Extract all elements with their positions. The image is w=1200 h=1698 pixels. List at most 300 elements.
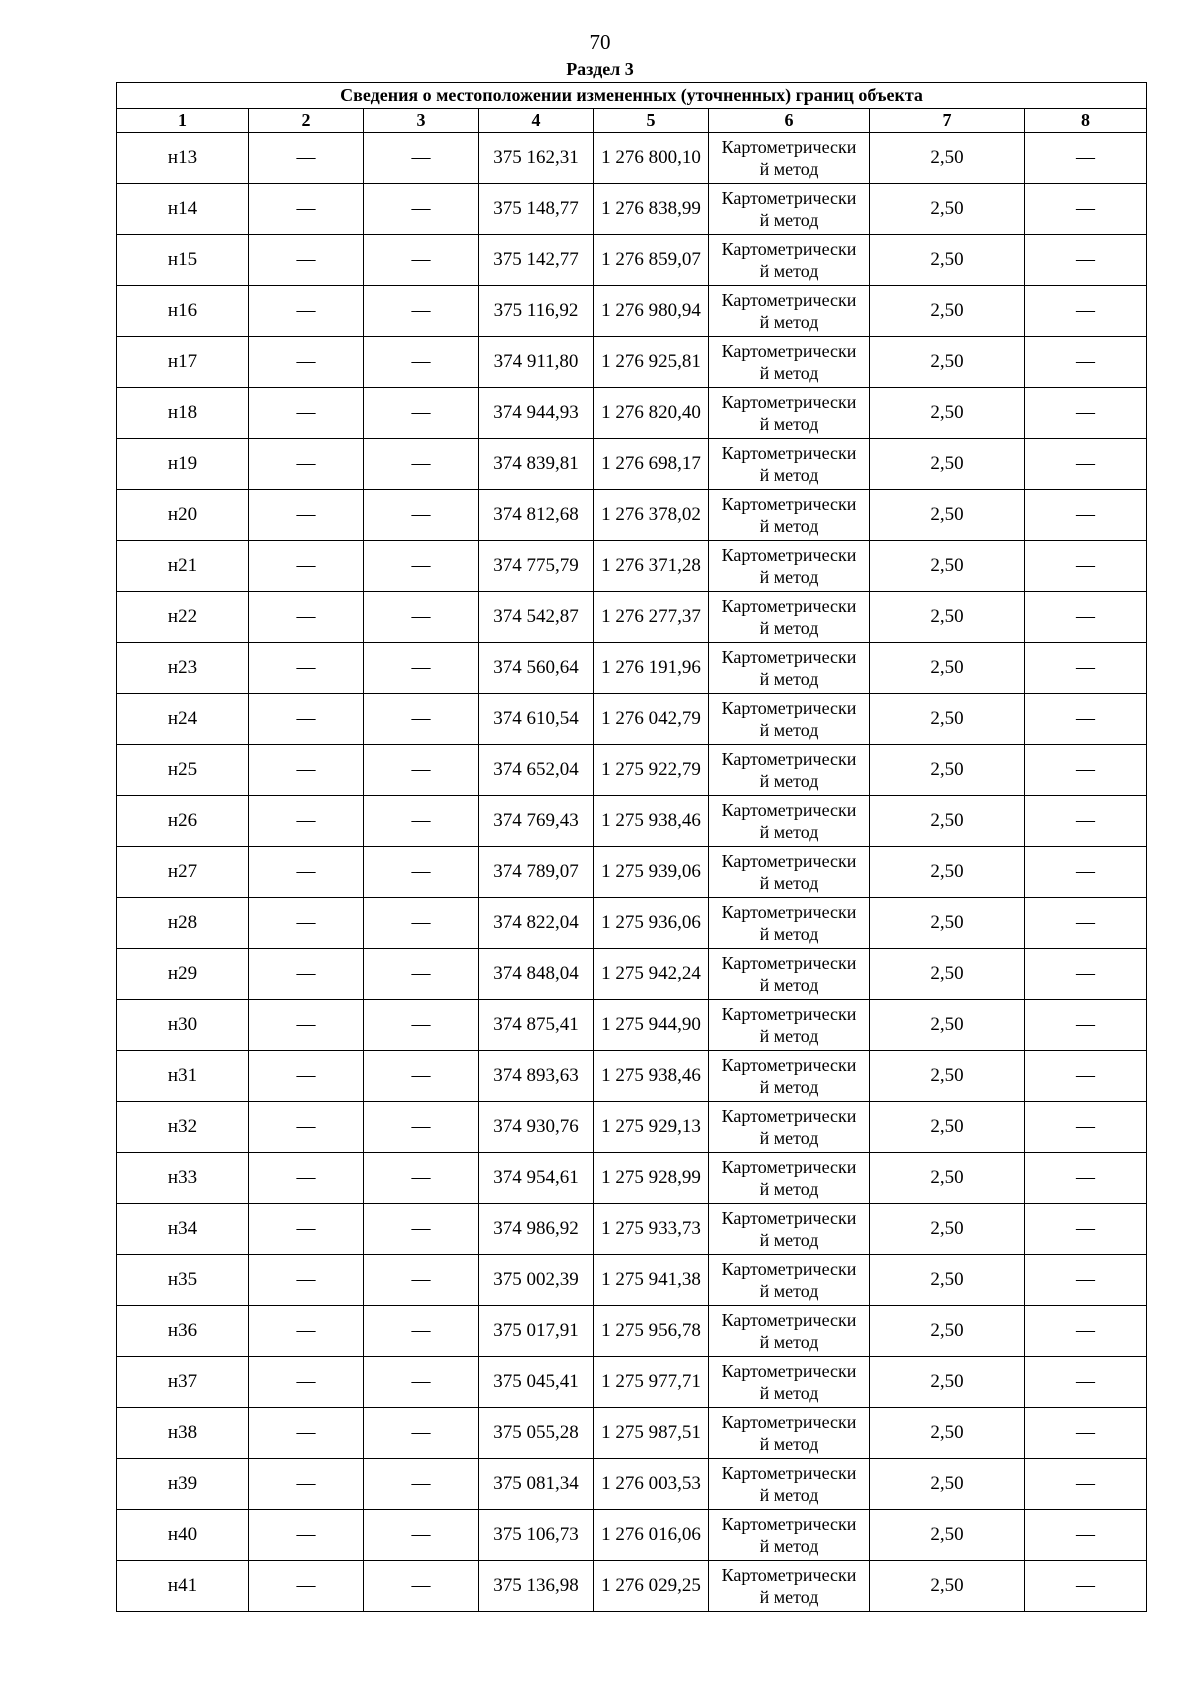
col2-cell: — bbox=[249, 898, 364, 949]
method-cell bbox=[709, 847, 870, 898]
y-coordinate-cell: 1 276 003,53 bbox=[594, 1459, 709, 1510]
col3-cell: — bbox=[364, 337, 479, 388]
method-cell bbox=[709, 1255, 870, 1306]
x-coordinate-cell: 374 769,43 bbox=[479, 796, 594, 847]
method-line-1: Картометрически bbox=[721, 1157, 857, 1177]
x-coordinate-cell: 375 136,98 bbox=[479, 1561, 594, 1612]
table-row bbox=[117, 1255, 1147, 1306]
col8-cell: — bbox=[1025, 898, 1147, 949]
point-cell: н25 bbox=[117, 745, 249, 796]
col2-cell: — bbox=[249, 694, 364, 745]
col3-cell: — bbox=[364, 1459, 479, 1510]
point-cell: н37 bbox=[117, 1357, 249, 1408]
y-coordinate-cell: 1 276 838,99 bbox=[594, 184, 709, 235]
y-coordinate-cell: 1 275 933,73 bbox=[594, 1204, 709, 1255]
method-cell bbox=[709, 592, 870, 643]
accuracy-cell: 2,50 bbox=[870, 541, 1025, 592]
method-line-2: й метод bbox=[759, 1077, 819, 1097]
y-coordinate-cell: 1 275 936,06 bbox=[594, 898, 709, 949]
point-cell: н33 bbox=[117, 1153, 249, 1204]
table-row bbox=[117, 796, 1147, 847]
x-coordinate-cell: 375 148,77 bbox=[479, 184, 594, 235]
point-cell: н34 bbox=[117, 1204, 249, 1255]
col3-cell: — bbox=[364, 745, 479, 796]
x-coordinate-cell: 374 911,80 bbox=[479, 337, 594, 388]
method-cell bbox=[709, 439, 870, 490]
table-row bbox=[117, 1204, 1147, 1255]
col2-cell: — bbox=[249, 1408, 364, 1459]
accuracy-cell: 2,50 bbox=[870, 592, 1025, 643]
col2-cell: — bbox=[249, 1051, 364, 1102]
col3-cell: — bbox=[364, 184, 479, 235]
col3-cell: — bbox=[364, 235, 479, 286]
point-cell: н14 bbox=[117, 184, 249, 235]
col2-cell: — bbox=[249, 745, 364, 796]
column-number-row bbox=[117, 109, 1147, 133]
method-cell bbox=[709, 898, 870, 949]
accuracy-cell: 2,50 bbox=[870, 847, 1025, 898]
y-coordinate-cell: 1 275 987,51 bbox=[594, 1408, 709, 1459]
col3-cell: — bbox=[364, 388, 479, 439]
method-cell bbox=[709, 1561, 870, 1612]
accuracy-cell: 2,50 bbox=[870, 796, 1025, 847]
table-row bbox=[117, 1357, 1147, 1408]
table-row bbox=[117, 541, 1147, 592]
table-row bbox=[117, 745, 1147, 796]
table-row bbox=[117, 1459, 1147, 1510]
method-line-2: й метод bbox=[759, 669, 819, 689]
col2-cell: — bbox=[249, 1357, 364, 1408]
col8-cell: — bbox=[1025, 1357, 1147, 1408]
col8-cell: — bbox=[1025, 1408, 1147, 1459]
point-cell: н21 bbox=[117, 541, 249, 592]
table-row bbox=[117, 1510, 1147, 1561]
x-coordinate-cell: 374 930,76 bbox=[479, 1102, 594, 1153]
col3-cell: — bbox=[364, 1000, 479, 1051]
col8-cell: — bbox=[1025, 133, 1147, 184]
method-line-1: Картометрически bbox=[721, 902, 857, 922]
col8-cell: — bbox=[1025, 1306, 1147, 1357]
method-cell bbox=[709, 490, 870, 541]
x-coordinate-cell: 374 652,04 bbox=[479, 745, 594, 796]
col2-cell: — bbox=[249, 1204, 364, 1255]
col3-cell: — bbox=[364, 1408, 479, 1459]
column-number-6: 6 bbox=[709, 109, 870, 133]
col8-cell: — bbox=[1025, 1255, 1147, 1306]
method-cell bbox=[709, 1102, 870, 1153]
y-coordinate-cell: 1 276 980,94 bbox=[594, 286, 709, 337]
method-cell bbox=[709, 694, 870, 745]
col3-cell: — bbox=[364, 1204, 479, 1255]
col2-cell: — bbox=[249, 184, 364, 235]
col2-cell: — bbox=[249, 490, 364, 541]
method-cell bbox=[709, 1051, 870, 1102]
method-line-2: й метод bbox=[759, 1434, 819, 1454]
y-coordinate-cell: 1 275 944,90 bbox=[594, 1000, 709, 1051]
col3-cell: — bbox=[364, 1255, 479, 1306]
accuracy-cell: 2,50 bbox=[870, 286, 1025, 337]
method-line-2: й метод bbox=[759, 567, 819, 587]
y-coordinate-cell: 1 275 928,99 bbox=[594, 1153, 709, 1204]
col8-cell: — bbox=[1025, 235, 1147, 286]
method-cell bbox=[709, 1306, 870, 1357]
y-coordinate-cell: 1 275 938,46 bbox=[594, 1051, 709, 1102]
accuracy-cell: 2,50 bbox=[870, 898, 1025, 949]
x-coordinate-cell: 375 106,73 bbox=[479, 1510, 594, 1561]
table-row bbox=[117, 235, 1147, 286]
col2-cell: — bbox=[249, 286, 364, 337]
point-cell: н38 bbox=[117, 1408, 249, 1459]
col3-cell: — bbox=[364, 541, 479, 592]
x-coordinate-cell: 374 789,07 bbox=[479, 847, 594, 898]
col2-cell: — bbox=[249, 847, 364, 898]
method-cell bbox=[709, 1357, 870, 1408]
boundary-coordinates-table bbox=[116, 82, 1147, 1612]
table-row bbox=[117, 388, 1147, 439]
point-cell: н32 bbox=[117, 1102, 249, 1153]
point-cell: н19 bbox=[117, 439, 249, 490]
x-coordinate-cell: 375 116,92 bbox=[479, 286, 594, 337]
method-line-2: й метод bbox=[759, 1230, 819, 1250]
accuracy-cell: 2,50 bbox=[870, 949, 1025, 1000]
point-cell: н30 bbox=[117, 1000, 249, 1051]
col3-cell: — bbox=[364, 898, 479, 949]
method-cell bbox=[709, 1153, 870, 1204]
accuracy-cell: 2,50 bbox=[870, 1561, 1025, 1612]
table-row bbox=[117, 337, 1147, 388]
method-line-1: Картометрически bbox=[721, 1004, 857, 1024]
col3-cell: — bbox=[364, 1306, 479, 1357]
col8-cell: — bbox=[1025, 337, 1147, 388]
table-row bbox=[117, 1051, 1147, 1102]
table-row bbox=[117, 1561, 1147, 1612]
col2-cell: — bbox=[249, 1459, 364, 1510]
col2-cell: — bbox=[249, 541, 364, 592]
table-row bbox=[117, 694, 1147, 745]
col8-cell: — bbox=[1025, 1510, 1147, 1561]
x-coordinate-cell: 374 610,54 bbox=[479, 694, 594, 745]
col3-cell: — bbox=[364, 1102, 479, 1153]
method-line-1: Картометрически bbox=[721, 137, 857, 157]
x-coordinate-cell: 374 944,93 bbox=[479, 388, 594, 439]
col8-cell: — bbox=[1025, 1459, 1147, 1510]
col2-cell: — bbox=[249, 796, 364, 847]
y-coordinate-cell: 1 275 938,46 bbox=[594, 796, 709, 847]
method-line-2: й метод bbox=[759, 1128, 819, 1148]
method-cell bbox=[709, 1204, 870, 1255]
method-line-2: й метод bbox=[759, 1179, 819, 1199]
y-coordinate-cell: 1 276 042,79 bbox=[594, 694, 709, 745]
method-line-1: Картометрически bbox=[721, 1463, 857, 1483]
y-coordinate-cell: 1 275 977,71 bbox=[594, 1357, 709, 1408]
x-coordinate-cell: 374 875,41 bbox=[479, 1000, 594, 1051]
point-cell: н39 bbox=[117, 1459, 249, 1510]
col3-cell: — bbox=[364, 847, 479, 898]
col2-cell: — bbox=[249, 1561, 364, 1612]
x-coordinate-cell: 374 839,81 bbox=[479, 439, 594, 490]
col3-cell: — bbox=[364, 1357, 479, 1408]
y-coordinate-cell: 1 276 371,28 bbox=[594, 541, 709, 592]
table-row bbox=[117, 1408, 1147, 1459]
point-cell: н15 bbox=[117, 235, 249, 286]
y-coordinate-cell: 1 276 698,17 bbox=[594, 439, 709, 490]
table-row bbox=[117, 949, 1147, 1000]
col2-cell: — bbox=[249, 133, 364, 184]
table-row bbox=[117, 184, 1147, 235]
method-line-1: Картометрически bbox=[721, 1310, 857, 1330]
point-cell: н29 bbox=[117, 949, 249, 1000]
table-row bbox=[117, 898, 1147, 949]
x-coordinate-cell: 374 560,64 bbox=[479, 643, 594, 694]
col8-cell: — bbox=[1025, 388, 1147, 439]
column-number-7: 7 bbox=[870, 109, 1025, 133]
accuracy-cell: 2,50 bbox=[870, 388, 1025, 439]
point-cell: н24 bbox=[117, 694, 249, 745]
method-cell bbox=[709, 1459, 870, 1510]
col3-cell: — bbox=[364, 796, 479, 847]
col3-cell: — bbox=[364, 592, 479, 643]
method-line-1: Картометрически bbox=[721, 800, 857, 820]
x-coordinate-cell: 375 081,34 bbox=[479, 1459, 594, 1510]
y-coordinate-cell: 1 276 925,81 bbox=[594, 337, 709, 388]
table-row bbox=[117, 1000, 1147, 1051]
col8-cell: — bbox=[1025, 1000, 1147, 1051]
accuracy-cell: 2,50 bbox=[870, 235, 1025, 286]
method-line-2: й метод bbox=[759, 1536, 819, 1556]
col2-cell: — bbox=[249, 643, 364, 694]
y-coordinate-cell: 1 276 859,07 bbox=[594, 235, 709, 286]
method-line-1: Картометрически bbox=[721, 341, 857, 361]
x-coordinate-cell: 374 775,79 bbox=[479, 541, 594, 592]
col8-cell: — bbox=[1025, 286, 1147, 337]
col8-cell: — bbox=[1025, 1153, 1147, 1204]
method-cell bbox=[709, 286, 870, 337]
method-line-1: Картометрически bbox=[721, 1055, 857, 1075]
y-coordinate-cell: 1 275 929,13 bbox=[594, 1102, 709, 1153]
method-line-1: Картометрически bbox=[721, 1106, 857, 1126]
accuracy-cell: 2,50 bbox=[870, 1459, 1025, 1510]
column-number-5: 5 bbox=[594, 109, 709, 133]
accuracy-cell: 2,50 bbox=[870, 1255, 1025, 1306]
method-line-2: й метод bbox=[759, 363, 819, 383]
col2-cell: — bbox=[249, 337, 364, 388]
point-cell: н27 bbox=[117, 847, 249, 898]
col3-cell: — bbox=[364, 1561, 479, 1612]
accuracy-cell: 2,50 bbox=[870, 439, 1025, 490]
x-coordinate-cell: 374 542,87 bbox=[479, 592, 594, 643]
point-cell: н16 bbox=[117, 286, 249, 337]
col8-cell: — bbox=[1025, 745, 1147, 796]
point-cell: н18 bbox=[117, 388, 249, 439]
table-row bbox=[117, 133, 1147, 184]
method-line-2: й метод bbox=[759, 1026, 819, 1046]
column-number-1: 1 bbox=[117, 109, 249, 133]
table-caption: Сведения о местоположении измененных (уточненных) границ объекта bbox=[117, 83, 1147, 109]
col3-cell: — bbox=[364, 286, 479, 337]
y-coordinate-cell: 1 276 016,06 bbox=[594, 1510, 709, 1561]
accuracy-cell: 2,50 bbox=[870, 694, 1025, 745]
method-line-2: й метод bbox=[759, 210, 819, 230]
method-line-2: й метод bbox=[759, 975, 819, 995]
method-line-1: Картометрически bbox=[721, 188, 857, 208]
col8-cell: — bbox=[1025, 1204, 1147, 1255]
method-line-2: й метод bbox=[759, 1383, 819, 1403]
y-coordinate-cell: 1 275 942,24 bbox=[594, 949, 709, 1000]
accuracy-cell: 2,50 bbox=[870, 745, 1025, 796]
method-line-1: Картометрически bbox=[721, 851, 857, 871]
page-number: 70 bbox=[589, 30, 611, 54]
point-cell: н35 bbox=[117, 1255, 249, 1306]
column-number-4: 4 bbox=[479, 109, 594, 133]
col3-cell: — bbox=[364, 949, 479, 1000]
column-number-2: 2 bbox=[249, 109, 364, 133]
point-cell: н36 bbox=[117, 1306, 249, 1357]
col3-cell: — bbox=[364, 133, 479, 184]
x-coordinate-cell: 374 893,63 bbox=[479, 1051, 594, 1102]
method-line-1: Картометрически bbox=[721, 698, 857, 718]
method-line-1: Картометрически bbox=[721, 392, 857, 412]
accuracy-cell: 2,50 bbox=[870, 1408, 1025, 1459]
table-row bbox=[117, 1102, 1147, 1153]
column-number-3: 3 bbox=[364, 109, 479, 133]
method-cell bbox=[709, 796, 870, 847]
y-coordinate-cell: 1 276 029,25 bbox=[594, 1561, 709, 1612]
method-line-2: й метод bbox=[759, 1332, 819, 1352]
method-line-2: й метод bbox=[759, 771, 819, 791]
x-coordinate-cell: 375 055,28 bbox=[479, 1408, 594, 1459]
table-row bbox=[117, 1153, 1147, 1204]
method-cell bbox=[709, 541, 870, 592]
accuracy-cell: 2,50 bbox=[870, 1357, 1025, 1408]
accuracy-cell: 2,50 bbox=[870, 490, 1025, 541]
col8-cell: — bbox=[1025, 643, 1147, 694]
accuracy-cell: 2,50 bbox=[870, 184, 1025, 235]
x-coordinate-cell: 374 954,61 bbox=[479, 1153, 594, 1204]
column-number-8: 8 bbox=[1025, 109, 1147, 133]
col8-cell: — bbox=[1025, 592, 1147, 643]
col2-cell: — bbox=[249, 388, 364, 439]
y-coordinate-cell: 1 276 800,10 bbox=[594, 133, 709, 184]
y-coordinate-cell: 1 275 922,79 bbox=[594, 745, 709, 796]
col8-cell: — bbox=[1025, 541, 1147, 592]
col3-cell: — bbox=[364, 1051, 479, 1102]
col2-cell: — bbox=[249, 1153, 364, 1204]
col3-cell: — bbox=[364, 1153, 479, 1204]
method-line-1: Картометрически bbox=[721, 239, 857, 259]
col8-cell: — bbox=[1025, 439, 1147, 490]
x-coordinate-cell: 374 822,04 bbox=[479, 898, 594, 949]
method-cell bbox=[709, 1408, 870, 1459]
col2-cell: — bbox=[249, 235, 364, 286]
col8-cell: — bbox=[1025, 1051, 1147, 1102]
col8-cell: — bbox=[1025, 847, 1147, 898]
table-row bbox=[117, 439, 1147, 490]
point-cell: н41 bbox=[117, 1561, 249, 1612]
method-line-1: Картометрически bbox=[721, 1361, 857, 1381]
method-line-1: Картометрически bbox=[721, 290, 857, 310]
point-cell: н26 bbox=[117, 796, 249, 847]
method-line-2: й метод bbox=[759, 465, 819, 485]
method-line-2: й метод bbox=[759, 261, 819, 281]
table-body bbox=[117, 133, 1147, 1612]
method-line-1: Картометрически bbox=[721, 443, 857, 463]
point-cell: н22 bbox=[117, 592, 249, 643]
accuracy-cell: 2,50 bbox=[870, 1102, 1025, 1153]
x-coordinate-cell: 375 162,31 bbox=[479, 133, 594, 184]
table-row bbox=[117, 1306, 1147, 1357]
col2-cell: — bbox=[249, 949, 364, 1000]
accuracy-cell: 2,50 bbox=[870, 133, 1025, 184]
method-cell bbox=[709, 235, 870, 286]
section-title: Раздел 3 bbox=[566, 59, 634, 79]
method-line-1: Картометрически bbox=[721, 494, 857, 514]
method-line-2: й метод bbox=[759, 873, 819, 893]
col3-cell: — bbox=[364, 439, 479, 490]
col8-cell: — bbox=[1025, 796, 1147, 847]
y-coordinate-cell: 1 276 277,37 bbox=[594, 592, 709, 643]
method-cell bbox=[709, 337, 870, 388]
x-coordinate-cell: 374 986,92 bbox=[479, 1204, 594, 1255]
method-line-1: Картометрически bbox=[721, 1565, 857, 1585]
y-coordinate-cell: 1 276 820,40 bbox=[594, 388, 709, 439]
accuracy-cell: 2,50 bbox=[870, 337, 1025, 388]
col8-cell: — bbox=[1025, 694, 1147, 745]
col2-cell: — bbox=[249, 439, 364, 490]
accuracy-cell: 2,50 bbox=[870, 1153, 1025, 1204]
method-line-2: й метод bbox=[759, 924, 819, 944]
col2-cell: — bbox=[249, 1102, 364, 1153]
method-cell bbox=[709, 949, 870, 1000]
method-line-1: Картометрически bbox=[721, 647, 857, 667]
point-cell: н13 bbox=[117, 133, 249, 184]
table-row bbox=[117, 286, 1147, 337]
method-line-1: Картометрически bbox=[721, 953, 857, 973]
method-line-2: й метод bbox=[759, 1485, 819, 1505]
col8-cell: — bbox=[1025, 949, 1147, 1000]
method-line-2: й метод bbox=[759, 618, 819, 638]
accuracy-cell: 2,50 bbox=[870, 1510, 1025, 1561]
point-cell: н23 bbox=[117, 643, 249, 694]
method-line-2: й метод bbox=[759, 516, 819, 536]
col8-cell: — bbox=[1025, 1561, 1147, 1612]
accuracy-cell: 2,50 bbox=[870, 1306, 1025, 1357]
method-cell bbox=[709, 745, 870, 796]
method-line-1: Картометрически bbox=[721, 749, 857, 769]
point-cell: н40 bbox=[117, 1510, 249, 1561]
method-cell bbox=[709, 1000, 870, 1051]
method-line-1: Картометрически bbox=[721, 1259, 857, 1279]
accuracy-cell: 2,50 bbox=[870, 1000, 1025, 1051]
accuracy-cell: 2,50 bbox=[870, 1051, 1025, 1102]
table-row bbox=[117, 847, 1147, 898]
method-line-1: Картометрически bbox=[721, 545, 857, 565]
col2-cell: — bbox=[249, 1306, 364, 1357]
col3-cell: — bbox=[364, 694, 479, 745]
table-row bbox=[117, 643, 1147, 694]
col2-cell: — bbox=[249, 1000, 364, 1051]
method-cell bbox=[709, 388, 870, 439]
accuracy-cell: 2,50 bbox=[870, 643, 1025, 694]
y-coordinate-cell: 1 275 939,06 bbox=[594, 847, 709, 898]
method-cell bbox=[709, 133, 870, 184]
y-coordinate-cell: 1 275 956,78 bbox=[594, 1306, 709, 1357]
point-cell: н17 bbox=[117, 337, 249, 388]
method-cell bbox=[709, 1510, 870, 1561]
y-coordinate-cell: 1 276 378,02 bbox=[594, 490, 709, 541]
col3-cell: — bbox=[364, 490, 479, 541]
col8-cell: — bbox=[1025, 1102, 1147, 1153]
point-cell: н20 bbox=[117, 490, 249, 541]
